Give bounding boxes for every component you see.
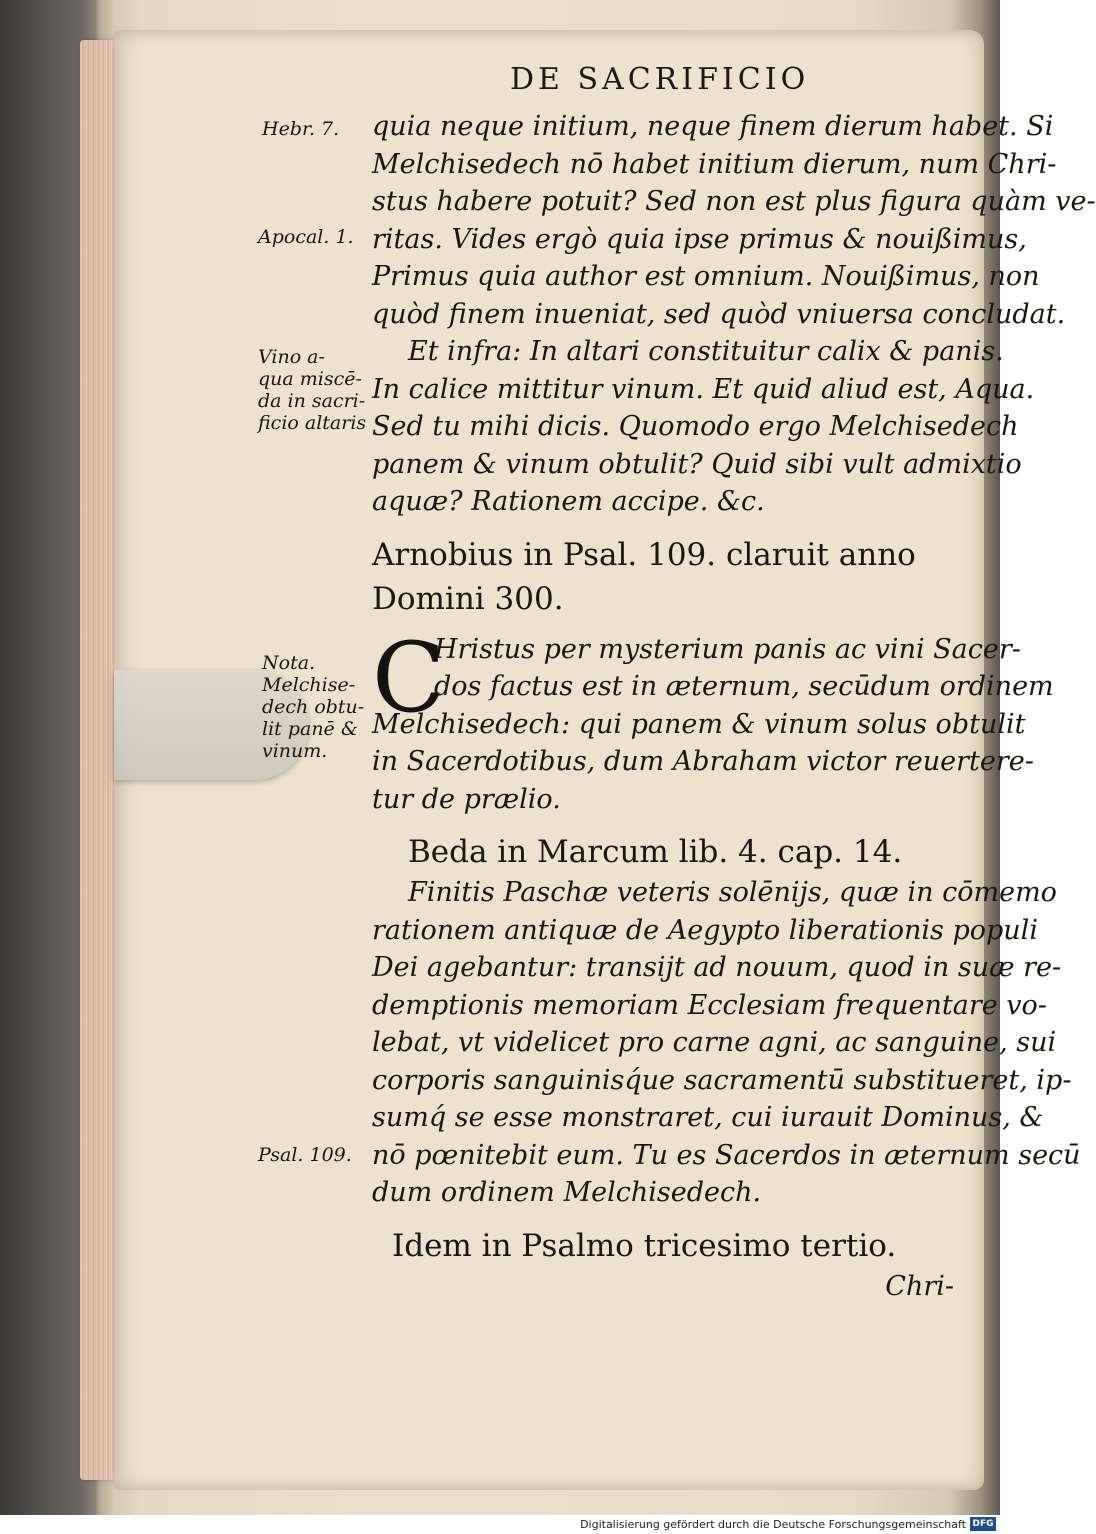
margin-note-vino-aqua: Vino a- qua miscē- da in sacri- ficio altaris [258, 346, 367, 434]
text-line: Hristus per mysterium panis ac vini Sacer- [434, 633, 1021, 665]
margin-note-apocal: Apocal. 1. [258, 226, 354, 248]
section-heading-arnobius-cont: Domini 300. [372, 580, 564, 617]
text-line: Sed tu mihi dicis. Quomodo ergo Melchisedech [372, 411, 1019, 442]
text-line: Primus quia author est omnium. Nouißimus, non [372, 261, 1040, 292]
text-line: quòd finem inueniat, sed quòd vniuersa concludat. [372, 298, 1066, 330]
text-line: dum ordinem Melchisedech. [372, 1177, 762, 1208]
text-line: Melchisedech: qui panem & vinum solus obtulit [372, 708, 1026, 740]
text-line: tur de prælio. [372, 783, 561, 815]
section-heading-arnobius: Arnobius in Psal. 109. claruit anno [372, 536, 916, 573]
drop-cap: C [372, 622, 446, 734]
dfg-logo: DFG [970, 1517, 996, 1531]
margin-note-psal: Psal. 109. [258, 1144, 352, 1166]
margin-note-hebr: Hebr. 7. [262, 118, 340, 140]
text-line: Et infra: In altari constituitur calix & panis. [408, 336, 1004, 367]
text-line: In calice mittitur vinum. Et quid aliud est, Aqua. [372, 373, 1035, 405]
text-line: ritas. Vides ergò quia ipse primus & nouißimus, [372, 223, 1027, 255]
footer-bar [0, 1515, 1000, 1534]
section-heading-beda: Beda in Marcum lib. 4. cap. 14. [408, 834, 903, 870]
text-line: Finitis Paschæ veteris solēnijs, quæ in cōmemo [408, 877, 1057, 908]
text-line: lebat, vt videlicet pro carne agni, ac sanguine, sui [372, 1027, 1057, 1058]
catchword: Chri- [885, 1270, 954, 1302]
text-line: aquæ? Rationem accipe. &c. [372, 486, 765, 517]
body-text [372, 108, 1096, 1305]
text-line: dos factus est in æternum, secūdum ordinem [434, 671, 1054, 702]
text-line: panem & vinum obtulit? Quid sibi vult admixtio [372, 448, 1022, 480]
text-line: sumq́ se esse monstraret, cui iurauit Dominus, & [372, 1102, 1044, 1133]
text-line: Melchisedech nō habet initium dierum, num Chri- [372, 148, 1057, 180]
footer-credit: Digitalisierung gefördert durch die Deutsche Forschungsgemeinschaft [580, 1518, 966, 1531]
text-line: stus habere potuit? Sed non est plus figura quàm ve- [372, 186, 1096, 217]
text-line: nō pœnitebit eum. Tu es Sacerdos in æternum secū [372, 1139, 1081, 1171]
margin-note-nota-melchisedech: Nota. Melchise- dech obtu- lit panē & vinum. [262, 652, 365, 762]
running-head: DE SACRIFICIO [510, 62, 810, 97]
text-line: rationem antiquæ de Aegypto liberationis populi [372, 914, 1038, 946]
section-heading-idem: Idem in Psalmo tricesimo tertio. [392, 1227, 897, 1264]
text-line: demptionis memoriam Ecclesiam frequentare vo- [372, 989, 1047, 1021]
text-line: corporis sanguinisq́ue sacramentū substitueret, ip- [372, 1064, 1072, 1096]
text-line: quia neque initium, neque finem dierum habet. Si [372, 111, 1054, 142]
text-line: Dei agebantur: transijt ad nouum, quod in suæ re- [372, 952, 1062, 983]
text-line: in Sacerdotibus, dum Abraham victor reuertere- [372, 746, 1034, 777]
